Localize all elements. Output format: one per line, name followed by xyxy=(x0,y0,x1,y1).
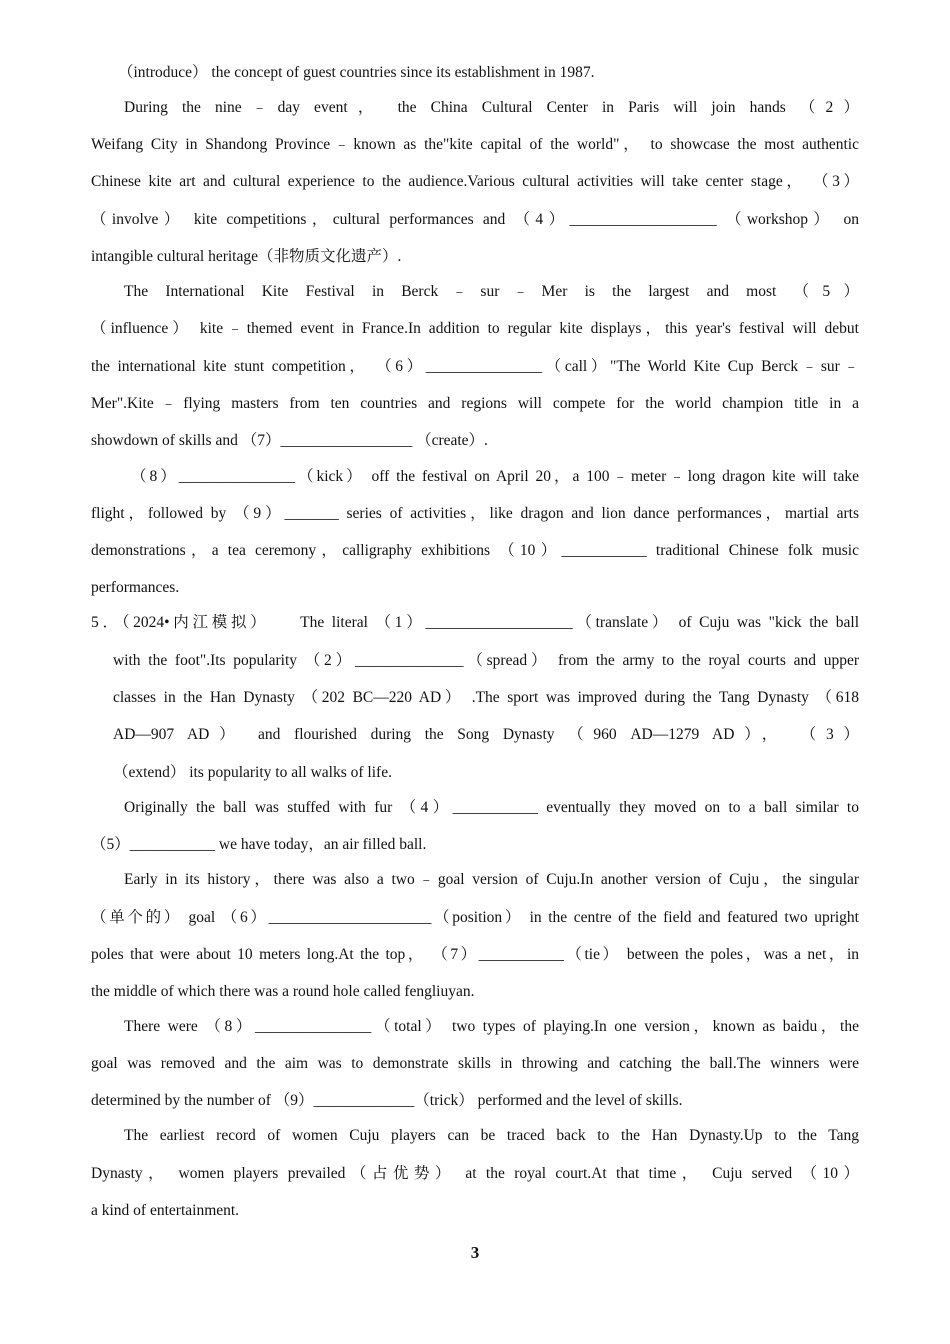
text-line: Originally the ball was stuffed with fur （4）___________ eventually they moved on to a ball similar to xyxy=(124,799,859,816)
text-line: （8）_______________（kick） off the festival on April 20，a 100﹣meter﹣long dragon kite will take xyxy=(131,468,859,485)
text-line: the middle of which there was a round hole called fengliuyan. xyxy=(91,983,475,1000)
text-line: （introduce） the concept of guest countries since its establishment in 1987. xyxy=(118,64,595,81)
text-line: Dynasty， women players prevailed（占优势） at the royal court.At that time， Cuju served （10） xyxy=(91,1165,859,1182)
text-line: Mer".Kite﹣flying masters from ten countries and regions will compete for the world champion title in a xyxy=(91,395,859,412)
page-number: 3 xyxy=(470,1243,480,1262)
text-line: （单个的） goal （6）_____________________（position） in the centre of the field and featured two upright xyxy=(91,909,859,926)
text-line: （influence） kite﹣themed event in France.In addition to regular kite displays，this year's festival will debut xyxy=(91,320,859,337)
text-line: a kind of entertainment. xyxy=(91,1202,240,1219)
text-line: showdown of skills and （7）_________________ （create）. xyxy=(91,432,488,449)
question-heading: 5．（2024•内江模拟） The literal （1）___________________（translate） of Cuju was "kick the ball xyxy=(91,614,859,631)
text-line: Early in its history，there was also a two﹣goal version of Cuju.In another version of Cuju，the singular xyxy=(124,871,859,888)
text-line: （involve） kite competitions，cultural performances and （4）___________________ （workshop） on xyxy=(91,211,859,228)
text-line: （5）___________ we have today，an air filled ball. xyxy=(91,836,427,853)
text-line: The International Kite Festival in Berck﹣sur﹣Mer is the largest and most （5） xyxy=(124,283,859,300)
text-line: goal was removed and the aim was to demonstrate skills in throwing and catching the ball.The winners were xyxy=(91,1055,859,1072)
text-line: Chinese kite art and cultural experience to the audience.Various cultural activities will take center stage， （3） xyxy=(91,173,859,190)
text-line: AD—907 AD） and flourished during the Song Dynasty （960 AD—1279 AD）， （3） xyxy=(113,726,859,743)
text-line: performances. xyxy=(91,579,180,596)
text-line: poles that were about 10 meters long.At the top， （7）___________（tie） between the poles，was a net，in xyxy=(91,946,859,963)
text-line: with the foot".Its popularity （2）______________（spread） from the army to the royal courts and upper xyxy=(113,652,859,669)
text-line: During the nine﹣day event， the China Cultural Center in Paris will join hands （2） xyxy=(124,99,859,116)
text-line: demonstrations，a tea ceremony，calligraphy exhibitions （10）___________ traditional Chinese folk music xyxy=(91,542,859,559)
text-line: flight，followed by （9）_______ series of activities，like dragon and lion dance performances，martial arts xyxy=(91,505,859,522)
text-line: （extend） its popularity to all walks of life. xyxy=(113,764,392,781)
text-line: intangible cultural heritage（非物质文化遗产）. xyxy=(91,248,402,265)
text-line: Weifang City in Shandong Province﹣known as the"kite capital of the world"， to showcase the most authentic xyxy=(91,136,859,153)
text-line: the international kite stunt competition， （6）_______________（call）"The World Kite Cup Berck﹣sur﹣ xyxy=(91,358,859,375)
text-line: classes in the Han Dynasty （202 BC—220 AD） .The sport was improved during the Tang Dynasty （618 xyxy=(113,689,859,706)
text-line: The earliest record of women Cuju players can be traced back to the Han Dynasty.Up to the Tang xyxy=(124,1127,859,1144)
text-line: determined by the number of （9）_____________（trick） performed and the level of skills. xyxy=(91,1092,683,1109)
text-line: There were （8）_______________（total） two types of playing.In one version，known as baidu，the xyxy=(124,1018,859,1035)
